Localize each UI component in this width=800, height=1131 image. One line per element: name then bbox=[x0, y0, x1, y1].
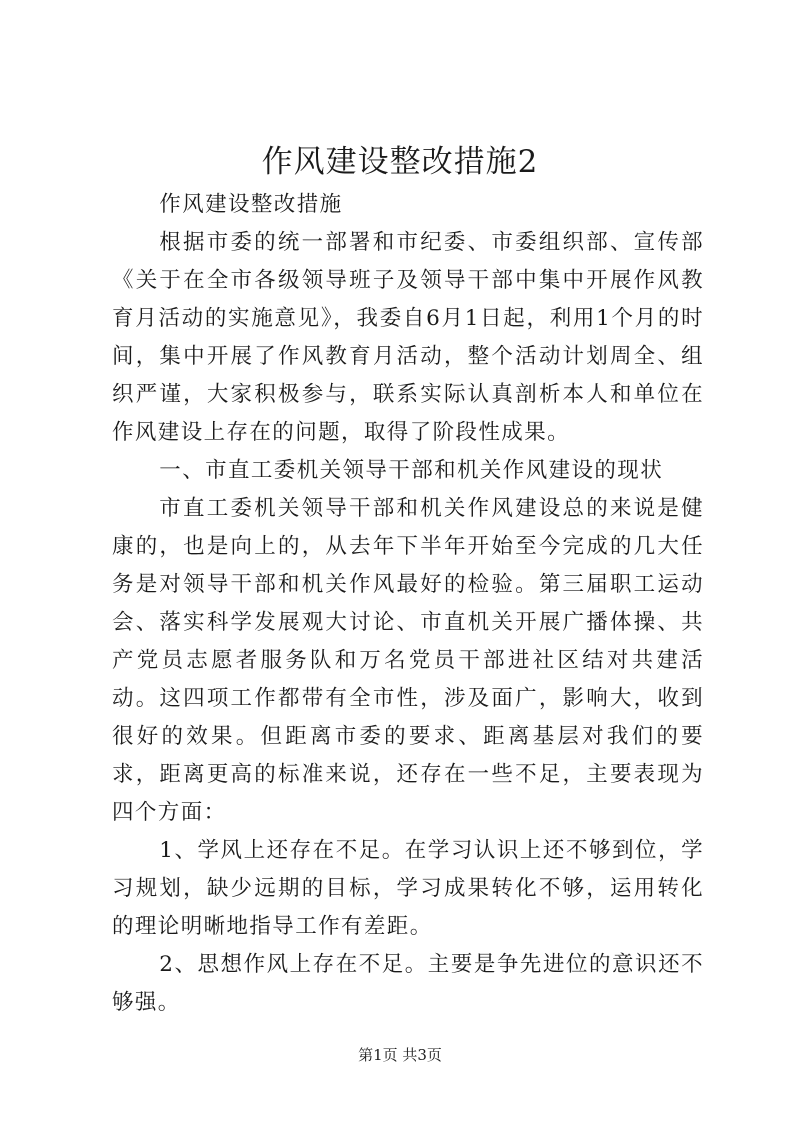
paragraph-subtitle: 作风建设整改措施 bbox=[159, 192, 343, 217]
paragraph-status: 市直工委机关领导干部和机关作风建设总的来说是健康的，也是向上的，从去年下半年开始至今完成的几大任务是对领导干部和机关作风最好的检验。第三届职工运动会、落实科学发展观大讨论、市直机关开展广播体操、共产党员志愿者服务队和万名党员干部进社区结对共建活动。这四项工作都带有全市性，涉及面广，影响大，收到很好的效果。但距离市委的要求、距离基层对我们的要求，距离更高的标准来说，还存在一些不足，主要表现为四个方面： bbox=[112, 496, 704, 825]
section-heading: 一、市直工委机关领导干部和机关作风建设的现状 bbox=[159, 458, 664, 483]
paragraph-intro: 根据市委的统一部署和市纪委、市委组织部、宣传部《关于在全市各级领导班子及领导干部中集中开展作风教育月活动的实施意见》，我委自6月1日起，利用1个月的时间，集中开展了作风教育月活动，整个活动计划周全、组织严谨，大家积极参与，联系实际认真剖析本人和单位在作风建设上存在的问题，取得了阶段性成果。 bbox=[112, 230, 704, 445]
document-title: 作风建设整改措施2 bbox=[261, 144, 539, 180]
paragraph-point-1: 1、学风上还存在不足。在学习认识上还不够到位，学习规划，缺少远期的目标，学习成果转化不够，运用转化的理论明晰地指导工作有差距。 bbox=[112, 838, 704, 939]
page-number-footer: 第1页 共3页 bbox=[358, 1046, 442, 1064]
paragraph-point-2: 2、思想作风上存在不足。主要是争先进位的意识还不够强。 bbox=[112, 952, 704, 1015]
document-body bbox=[112, 186, 704, 1022]
